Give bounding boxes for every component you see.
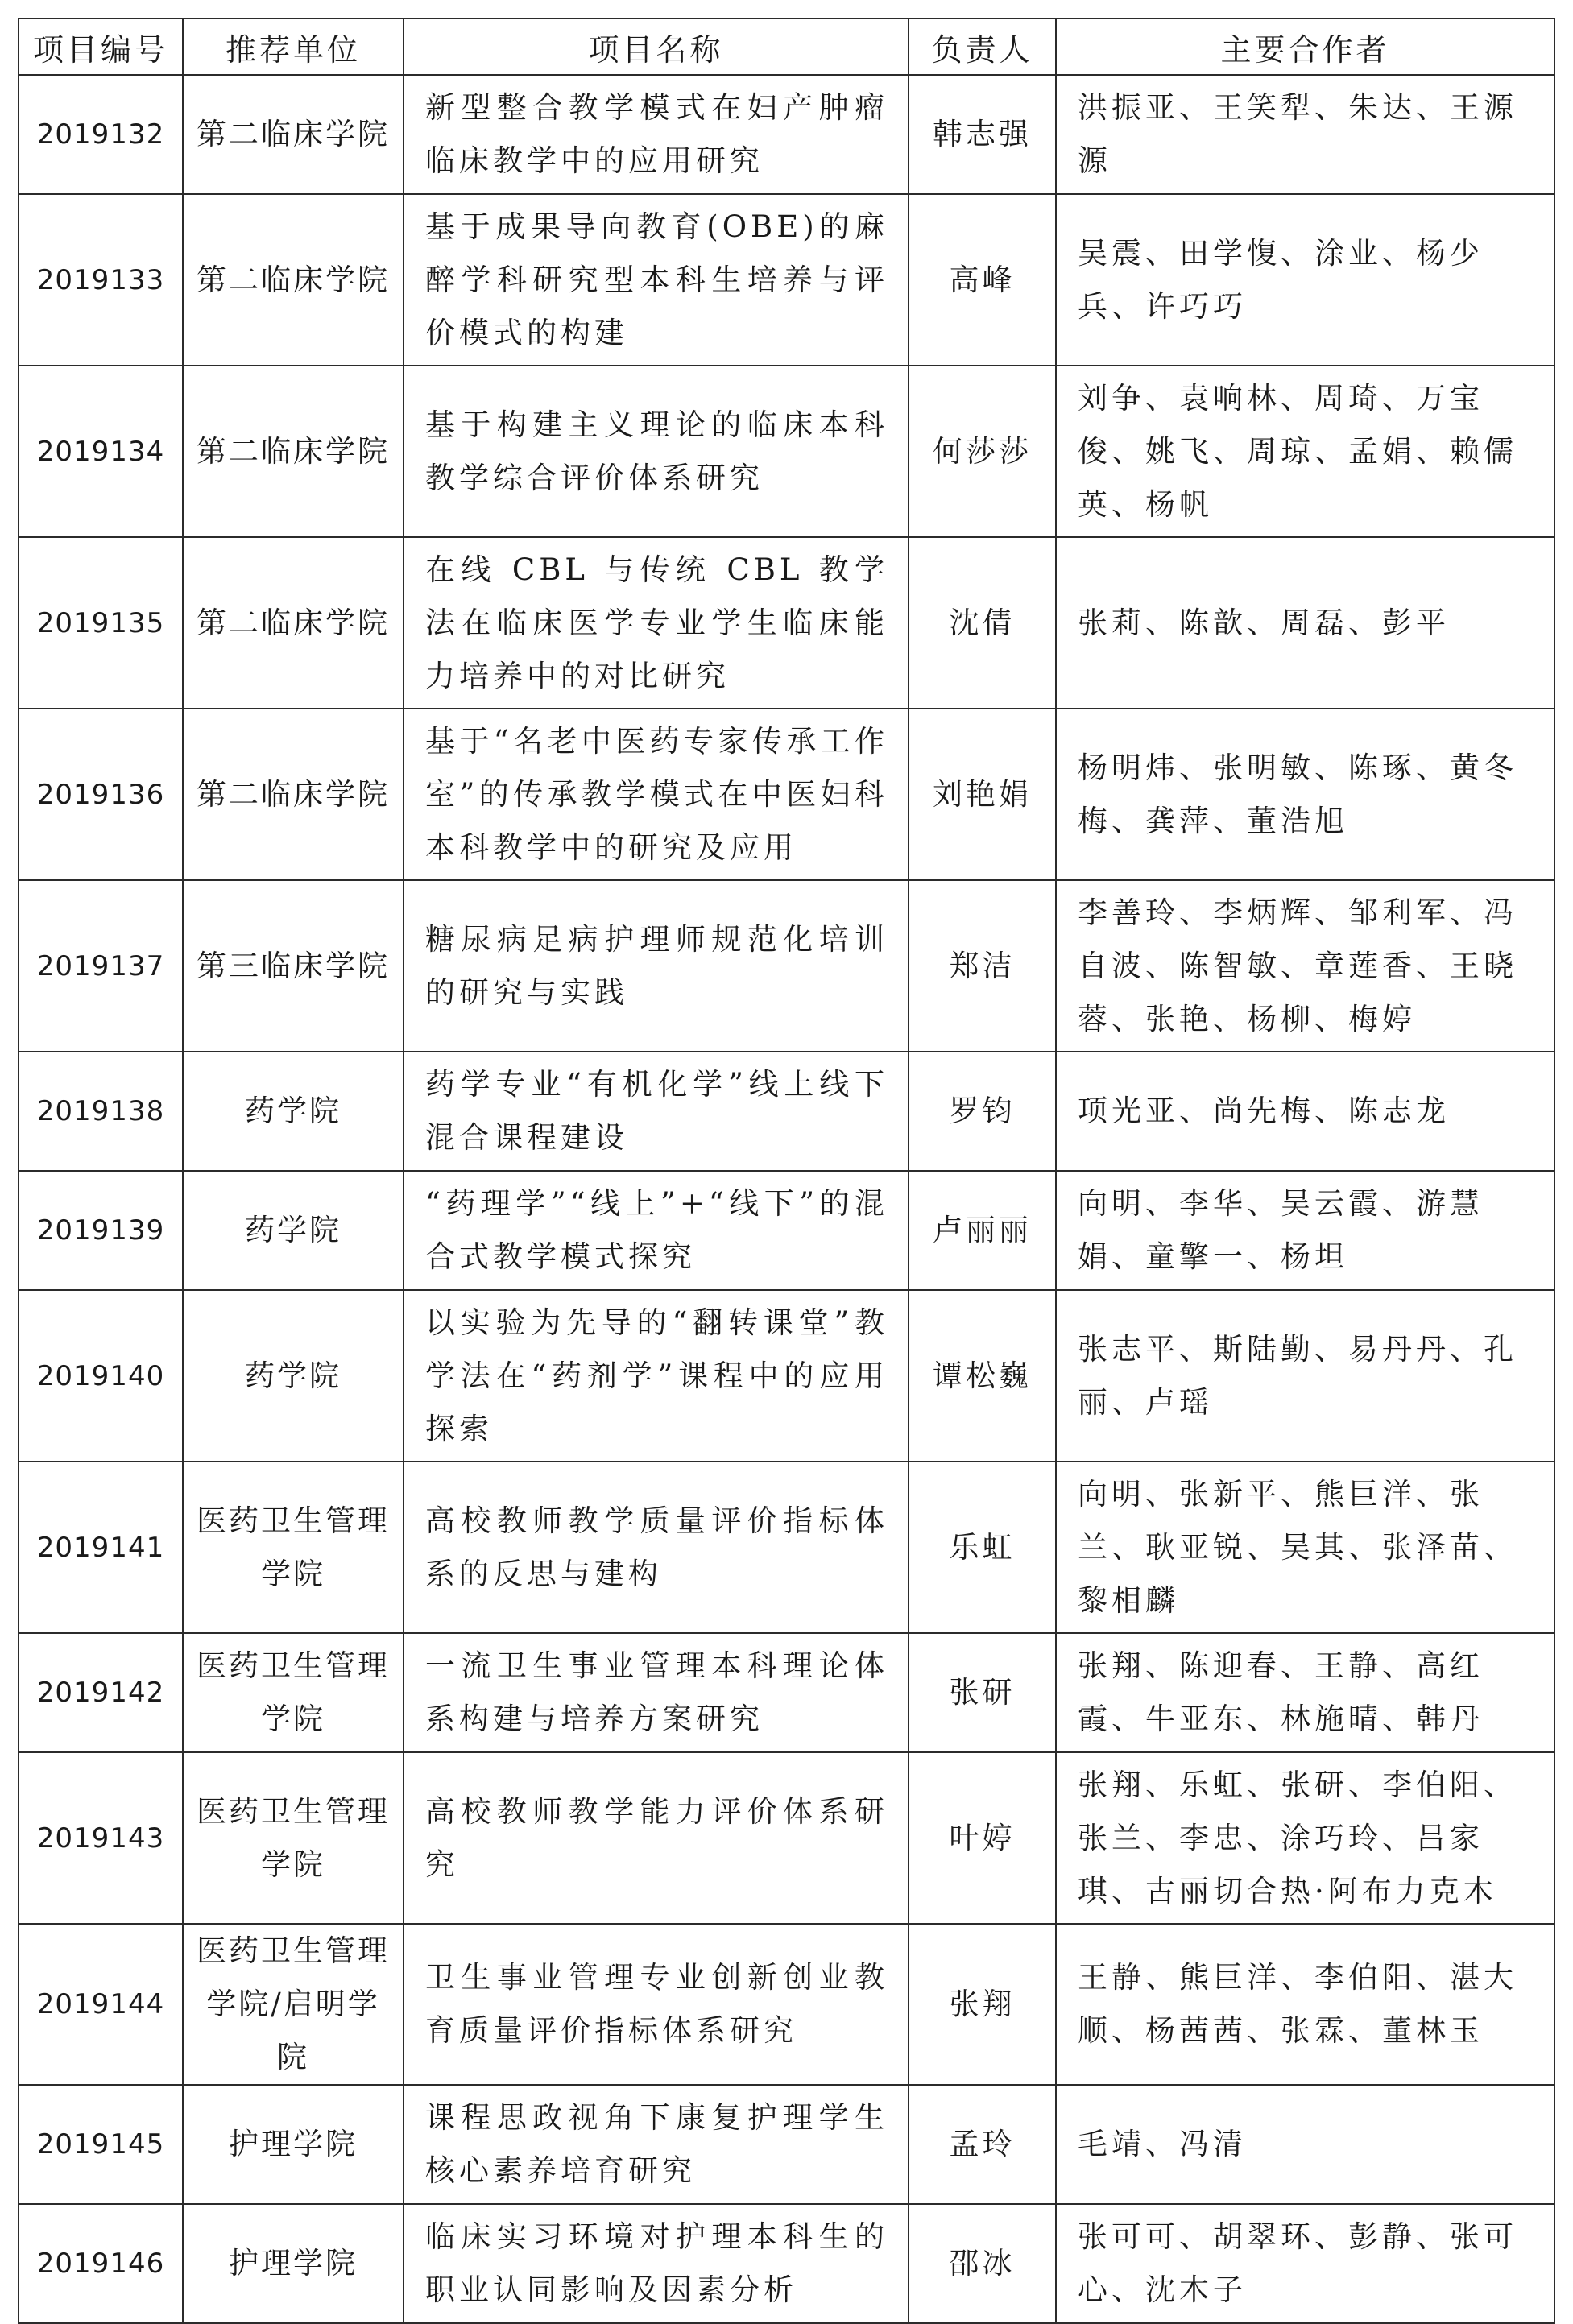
project-id-cell: 2019137 — [19, 880, 183, 1052]
header-project-id: 项目编号 — [19, 19, 183, 75]
project-name-cell: 基于构建主义理论的临床本科教学综合评价体系研究 — [404, 366, 909, 537]
table-row — [19, 1752, 1554, 1924]
project-id-cell: 2019135 — [19, 537, 183, 709]
project-name-cell: 一流卫生事业管理本科理论体系构建与培养方案研究 — [404, 1633, 909, 1752]
project-name-cell: 基于成果导向教育(OBE)的麻醉学科研究型本科生培养与评价模式的构建 — [404, 194, 909, 366]
coauthors-cell: 张翔、乐虹、张研、李伯阳、张兰、李忠、涂巧玲、吕家琪、古丽切合热·阿布力克木 — [1056, 1752, 1554, 1924]
project-name-cell: 以实验为先导的“翻转课堂”教学法在“药剂学”课程中的应用探索 — [404, 1290, 909, 1462]
unit-cell: 医药卫生管理学院 — [183, 1633, 404, 1752]
lead-cell: 张研 — [909, 1633, 1056, 1752]
project-name-cell: 药学专业“有机化学”线上线下混合课程建设 — [404, 1052, 909, 1171]
project-id-cell: 2019133 — [19, 194, 183, 366]
project-name-cell: 卫生事业管理专业创新创业教育质量评价指标体系研究 — [404, 1924, 909, 2085]
unit-cell: 第二临床学院 — [183, 709, 404, 880]
project-id-cell: 2019145 — [19, 2085, 183, 2204]
lead-cell: 张翔 — [909, 1924, 1056, 2085]
project-id-cell: 2019138 — [19, 1052, 183, 1171]
unit-cell: 第二临床学院 — [183, 75, 404, 194]
project-name-cell: 高校教师教学质量评价指标体系的反思与建构 — [404, 1462, 909, 1633]
project-id-cell: 2019143 — [19, 1752, 183, 1924]
project-id-cell: 2019139 — [19, 1171, 183, 1290]
unit-cell: 医药卫生管理学院 — [183, 1752, 404, 1924]
project-id-cell: 2019134 — [19, 366, 183, 537]
coauthors-cell: 杨明炜、张明敏、陈琢、黄冬梅、龚萍、董浩旭 — [1056, 709, 1554, 880]
unit-cell: 第三临床学院 — [183, 880, 404, 1052]
coauthors-cell: 向明、李华、吴云霞、游慧娟、童擎一、杨坦 — [1056, 1171, 1554, 1290]
lead-cell: 高峰 — [909, 194, 1056, 366]
lead-cell: 乐虹 — [909, 1462, 1056, 1633]
coauthors-cell: 张翔、陈迎春、王静、高红霞、牛亚东、林施晴、韩丹 — [1056, 1633, 1554, 1752]
lead-cell: 邵冰 — [909, 2204, 1056, 2323]
project-table — [18, 18, 1555, 2324]
lead-cell: 卢丽丽 — [909, 1171, 1056, 1290]
lead-cell: 谭松巍 — [909, 1290, 1056, 1462]
project-id-cell: 2019146 — [19, 2204, 183, 2323]
table-row — [19, 1290, 1554, 1462]
project-name-cell: 糖尿病足病护理师规范化培训的研究与实践 — [404, 880, 909, 1052]
unit-cell: 药学院 — [183, 1052, 404, 1171]
table-row — [19, 1171, 1554, 1290]
lead-cell: 沈倩 — [909, 537, 1056, 709]
header-recommending-unit: 推荐单位 — [183, 19, 404, 75]
lead-cell: 韩志强 — [909, 75, 1056, 194]
table-row — [19, 366, 1554, 537]
table-row — [19, 1633, 1554, 1752]
table-row — [19, 1052, 1554, 1171]
unit-cell: 护理学院 — [183, 2204, 404, 2323]
unit-cell: 第二临床学院 — [183, 194, 404, 366]
project-id-cell: 2019140 — [19, 1290, 183, 1462]
lead-cell: 郑洁 — [909, 880, 1056, 1052]
coauthors-cell: 张可可、胡翠环、彭静、张可心、沈木子 — [1056, 2204, 1554, 2323]
project-name-cell: “药理学”“线上”+“线下”的混合式教学模式探究 — [404, 1171, 909, 1290]
coauthors-cell: 向明、张新平、熊巨洋、张兰、耿亚锐、吴其、张泽苗、黎相麟 — [1056, 1462, 1554, 1633]
header-project-name: 项目名称 — [404, 19, 909, 75]
table-row — [19, 1924, 1554, 2085]
lead-cell: 何莎莎 — [909, 366, 1056, 537]
project-name-cell: 基于“名老中医药专家传承工作室”的传承教学模式在中医妇科本科教学中的研究及应用 — [404, 709, 909, 880]
project-name-cell: 新型整合教学模式在妇产肿瘤临床教学中的应用研究 — [404, 75, 909, 194]
unit-cell: 药学院 — [183, 1171, 404, 1290]
coauthors-cell: 洪振亚、王笑犁、朱达、王源源 — [1056, 75, 1554, 194]
lead-cell: 刘艳娟 — [909, 709, 1056, 880]
lead-cell: 孟玲 — [909, 2085, 1056, 2204]
project-id-cell: 2019144 — [19, 1924, 183, 2085]
coauthors-cell: 项光亚、尚先梅、陈志龙 — [1056, 1052, 1554, 1171]
table-row — [19, 709, 1554, 880]
coauthors-cell: 张莉、陈歆、周磊、彭平 — [1056, 537, 1554, 709]
table-row — [19, 75, 1554, 194]
unit-cell: 药学院 — [183, 1290, 404, 1462]
unit-cell: 护理学院 — [183, 2085, 404, 2204]
table-header-row — [19, 19, 1554, 75]
unit-cell: 医药卫生管理学院/启明学院 — [183, 1924, 404, 2085]
table-row — [19, 880, 1554, 1052]
coauthors-cell: 李善玲、李炳辉、邹利军、冯自波、陈智敏、章莲香、王晓蓉、张艳、杨柳、梅婷 — [1056, 880, 1554, 1052]
project-id-cell: 2019142 — [19, 1633, 183, 1752]
header-coauthors: 主要合作者 — [1056, 19, 1554, 75]
table-row — [19, 194, 1554, 366]
table-row — [19, 2085, 1554, 2204]
project-id-cell: 2019136 — [19, 709, 183, 880]
coauthors-cell: 王静、熊巨洋、李伯阳、湛大顺、杨茜茜、张霖、董林玉 — [1056, 1924, 1554, 2085]
lead-cell: 罗钧 — [909, 1052, 1056, 1171]
project-id-cell: 2019132 — [19, 75, 183, 194]
project-name-cell: 高校教师教学能力评价体系研究 — [404, 1752, 909, 1924]
coauthors-cell: 刘争、袁响林、周琦、万宝俊、姚飞、周琼、孟娟、赖儒英、杨帆 — [1056, 366, 1554, 537]
project-name-cell: 课程思政视角下康复护理学生核心素养培育研究 — [404, 2085, 909, 2204]
table-row — [19, 2204, 1554, 2323]
lead-cell: 叶婷 — [909, 1752, 1056, 1924]
unit-cell: 第二临床学院 — [183, 366, 404, 537]
coauthors-cell: 吴震、田学愎、涂业、杨少兵、许巧巧 — [1056, 194, 1554, 366]
header-lead: 负责人 — [909, 19, 1056, 75]
coauthors-cell: 张志平、斯陆勤、易丹丹、孔丽、卢瑶 — [1056, 1290, 1554, 1462]
project-name-cell: 临床实习环境对护理本科生的职业认同影响及因素分析 — [404, 2204, 909, 2323]
project-id-cell: 2019141 — [19, 1462, 183, 1633]
table-row — [19, 537, 1554, 709]
project-name-cell: 在线 CBL 与传统 CBL 教学法在临床医学专业学生临床能力培养中的对比研究 — [404, 537, 909, 709]
coauthors-cell: 毛靖、冯清 — [1056, 2085, 1554, 2204]
unit-cell: 医药卫生管理学院 — [183, 1462, 404, 1633]
unit-cell: 第二临床学院 — [183, 537, 404, 709]
table-row — [19, 1462, 1554, 1633]
project-list-sheet — [18, 18, 1554, 2307]
